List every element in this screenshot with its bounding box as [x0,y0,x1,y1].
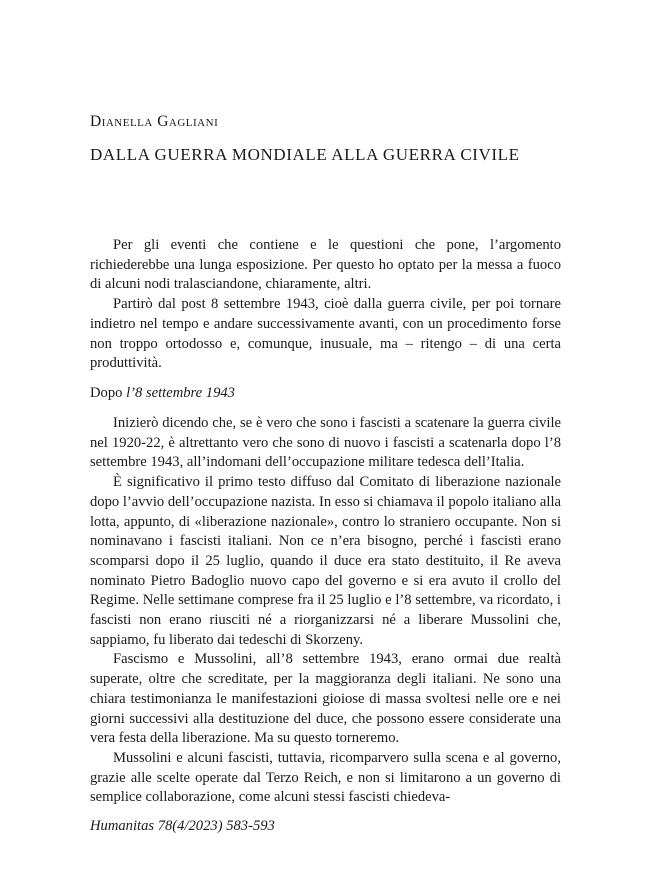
author-name: Dianella Gagliani [90,113,219,130]
section-heading-italic: l’8 settembre 1943 [126,385,235,401]
paragraph: Mussolini e alcuni fascisti, tuttavia, ricomparvero sulla scena e al governo, grazie alle scelte operate dal Terzo Reich, e non si limitarono a un governo di semplice collaborazione, come alcuni stessi fascisti chiedeva- [90,749,561,806]
section-heading [90,385,235,402]
paragraph: Per gli eventi che contiene e le questioni che pone, l’argomento richiederebbe una lunga esposizione. Per questo ho optato per la messa a fuoco di alcuni nodi tralasciandone, chiaramente, altri. [90,237,561,293]
paragraph: Fascismo e Mussolini, all’8 settembre 1943, erano ormai due realtà superate, oltre che screditate, per la maggioranza degli italiani. Ne sono una chiara testimonianza le manifestazioni gioiose di massa svoltesi nelle ore e nei giorni successivi alla destituzione del duce, che possono essere considerate una vera festa della liberazione. Ma su questo torneremo. [90,651,561,747]
paragraph: È significativo il primo testo diffuso dal Comitato di liberazione nazionale dopo l’avvio dell’occupazione nazista. In esso si chiamava il popolo italiano alla lotta, appunto, di «liberazione nazionale», contro lo straniero occupante. Non si nominavano i fascisti italiani. Non ce n’era bisogno, perché i fascisti erano scomparsi dopo il 25 luglio, quando il duce era stato destituito, il Re aveva nominato Pietro Badoglio nuovo capo del governo e si era avuto il crollo del Regime. Nelle settimane comprese fra il 25 luglio e l’8 settembre, va ricordato, i fascisti non erano riusciti né a riorganizzarsi né a liberare Mussolini che, sappiamo, fu liberato dai tedeschi di Skorzeny. [90,474,561,648]
paragraph: Partirò dal post 8 settembre 1943, cioè dalla guerra civile, per poi tornare indietro nel tempo e andare successivamente avanti, con un procedimento forse non troppo ortodosso e, comunque, inusuale, ma – ritengo – di una certa produttività. [90,296,561,372]
intro-section [90,236,561,374]
section-heading-prefix: Dopo [90,385,123,401]
paragraph: Inizierò dicendo che, se è vero che sono i fascisti a scatenare la guerra civile nel 1920-22, è altrettanto vero che sono di nuovo i fascisti a scatenarla dopo l’8 settembre 1943, all’indomani dell’occupazione militare tedesca dell’Italia. [90,415,561,471]
journal-citation: Humanitas 78(4/2023) 583-593 [90,818,275,834]
article-title: DALLA GUERRA MONDIALE ALLA GUERRA CIVILE [90,145,520,164]
section-body [90,414,561,808]
